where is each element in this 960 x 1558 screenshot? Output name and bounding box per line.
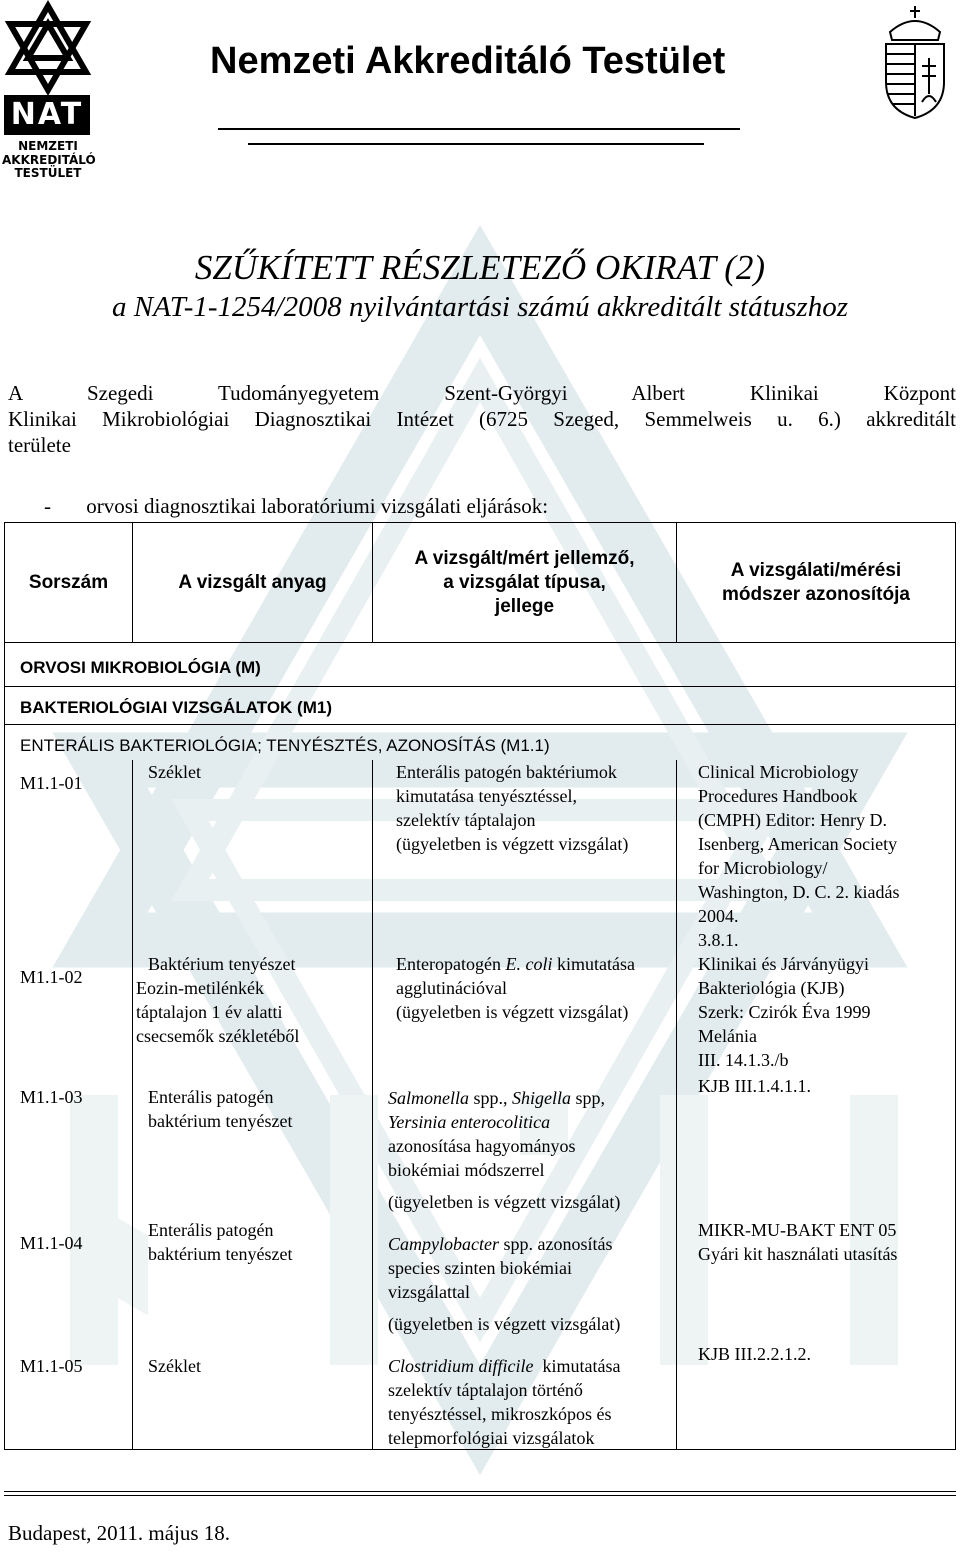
footer-rule: [4, 1491, 956, 1492]
section-rule-1: [4, 686, 956, 687]
document-subtitle: a NAT-1-1254/2008 nyilvántartási számú akkreditált státuszhoz: [111, 291, 848, 323]
header-characteristic: A vizsgált/mért jellemző, a vizsgálat típusa, jellege: [414, 547, 635, 617]
row-id-m1-1-02: M1.1-02: [20, 967, 83, 987]
row-id-m1-1-01: M1.1-01: [20, 773, 83, 793]
row2-method: Klinikai és Járványügyi Bakteriológia (KJB) Szerk: Czirók Éva 1999 Melánia III. 14.1.3./b: [698, 954, 871, 1070]
header-material: A vizsgált anyag: [178, 571, 327, 593]
row1-characteristic: Enterális patogén baktériumok kimutatása tenyésztéssel, szelektív táptalajon (ügyeletben is végzett vizsgálat): [396, 762, 629, 854]
table-header-bottom-border: [4, 642, 956, 643]
row-id-m1-1-04: M1.1-04: [20, 1233, 83, 1253]
procedures-line: [44, 494, 548, 519]
header-method: A vizsgálati/mérési módszer azonosítója: [722, 559, 910, 605]
intro-paragraph: [8, 380, 956, 458]
header-rule-2: [248, 143, 704, 145]
body-divider-3: [676, 760, 677, 1449]
row3-method: KJB III.1.4.1.1.: [698, 1076, 811, 1096]
row-id-m1-1-05: M1.1-05: [20, 1356, 83, 1376]
intro-line-3: területe: [8, 433, 71, 457]
row5-characteristic: Clostridium difficile kimutatása szelektív táptalajon történő tenyésztéssel, mikroszkópos és telepmorfológiai vizsgálatok: [388, 1356, 621, 1448]
list-dash: -: [44, 494, 51, 518]
row2-characteristic: Enteropatogén E. coli kimutatása agglutinációval (ügyeletben is végzett vizsgálat): [396, 954, 635, 1022]
header-sorszam: Sorszám: [28, 571, 109, 593]
organization-name: Nemzeti Akkreditáló Testület: [210, 40, 726, 82]
coat-of-arms-icon: [872, 2, 958, 122]
document-title: SZŰKÍTETT RÉSZLETEZŐ OKIRAT (2): [194, 248, 766, 287]
row4-material: Enterális patogén baktérium tenyészet: [148, 1220, 293, 1264]
intro-line-1: A Szegedi Tudományegyetem Szent-Györgyi Albert Klinikai Központ: [8, 381, 956, 405]
intro-line-2: Klinikai Mikrobiológiai Diagnosztikai Intézet (6725 Szeged, Semmelweis u. 6.) akkreditált: [8, 407, 956, 431]
row1-method: Clinical Microbiology Procedures Handbook (CMPH) Editor: Henry D. Isenberg, American Society for Microbiology/ Washington, D. C. 2. kiadás 2004. 3.8.1.: [698, 762, 900, 950]
body-divider-2: [372, 760, 373, 1449]
nat-logo: [2, 0, 94, 186]
section-rule-2: [4, 724, 956, 725]
row3-material: Enterális patogén baktérium tenyészet: [148, 1087, 293, 1131]
nat-star-emblem-icon: [2, 0, 94, 95]
section-orvosi-mikrobiologia: ORVOSI MIKROBIOLÓGIA (M): [20, 658, 261, 677]
procedures-text: orvosi diagnosztikai laboratóriumi vizsgálati eljárások:: [86, 494, 549, 518]
row5-method: KJB III.2.2.1.2.: [698, 1344, 811, 1364]
row-id-m1-1-03: M1.1-03: [20, 1087, 83, 1107]
body-divider-1: [132, 760, 133, 1449]
row1-material: Széklet: [148, 762, 201, 782]
row5-material: Széklet: [148, 1356, 201, 1376]
section-enteralis: ENTERÁLIS BAKTERIOLÓGIA; TENYÉSZTÉS, AZONOSÍTÁS (M1.1): [20, 736, 550, 755]
footer-place-date: Budapest, 2011. május 18.: [8, 1521, 231, 1545]
logo-nat-text: NAT: [4, 95, 90, 135]
section-bakteriologiai: BAKTERIOLÓGIAI VIZSGÁLATOK (M1): [20, 698, 332, 717]
footer-rule-2: [4, 1495, 956, 1496]
row4-characteristic: Campylobacter spp. azonosítás species szinten biokémiai vizsgálattal (ügyeletben is végzett vizsgálat): [388, 1234, 621, 1334]
logo-subtitle: NEMZETI AKKREDITÁLÓ TESTÜLET: [2, 139, 96, 180]
header-rule-1: [218, 128, 740, 130]
row4-method: MIKR-MU-BAKT ENT 05 Gyári kit használati utasítás: [698, 1220, 898, 1264]
table-right-border: [955, 522, 956, 1449]
row2-material: Baktérium tenyészet Eozin-metilénkék táptalajon 1 év alatti csecsemők székletéből: [136, 954, 300, 1046]
table-left-border: [4, 522, 5, 1449]
row3-characteristic: Salmonella spp., Shigella spp, Yersinia enterocolitica azonosítása hagyományos biokémiai módszerrel (ügyeletben is végzett vizsgálat): [388, 1088, 621, 1212]
